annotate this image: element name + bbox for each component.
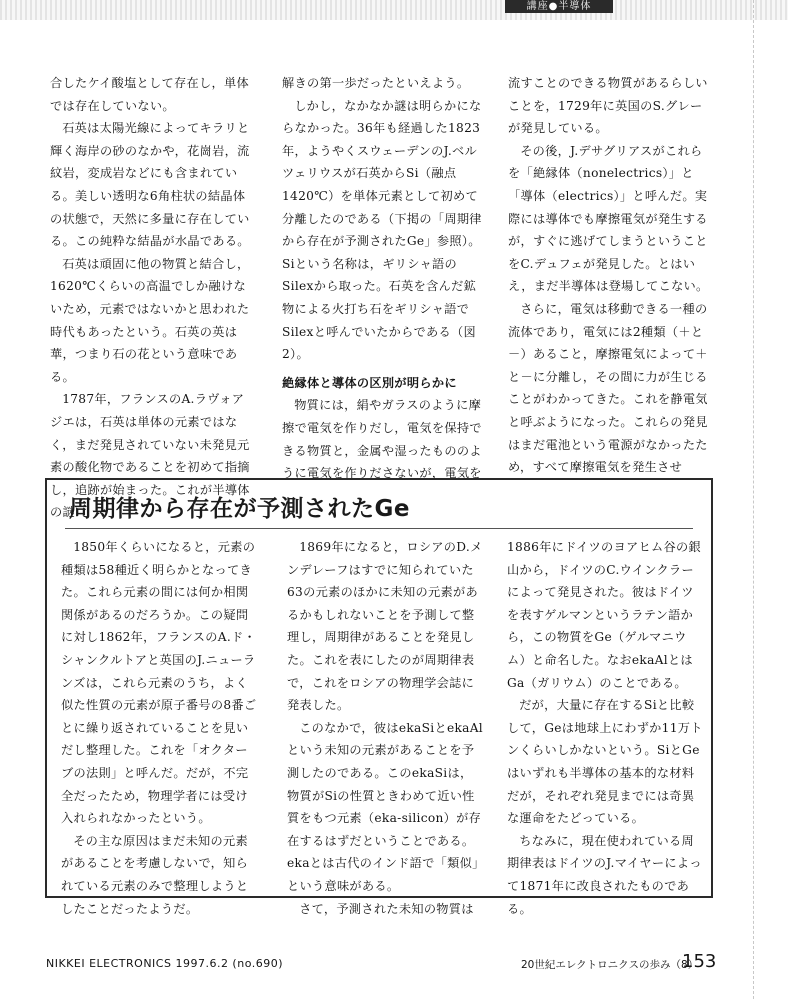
scan-top-border xyxy=(0,0,788,20)
paragraph: さらに，電気は移動できる一種の流体であり，電気には2種類（＋と－）あること，摩擦電気によって＋と－に分離し，その間に力が生じることがわかってきた。これを静電気と呼ぶようになった。これらの発見はまだ電池という電源がなかったため，すべて摩擦電気を発生させ xyxy=(508,301,708,475)
paragraph: だが，大量に存在するSiと比較して，Geは地球上にわずか11万トンくらいしかないという。SiとGeはいずれも半導体の基本的な材料だが，それぞれ発見までには奇異な運命をたどっている。 xyxy=(507,698,703,826)
box-column-3 xyxy=(507,536,703,920)
page-edge xyxy=(753,0,788,999)
section-tab: 講座●半導体 xyxy=(505,0,613,13)
paragraph: 物質には，絹やガラスのように摩擦で電気を作りだし，電気を保持できる物質と，金属や湿ったもののように電気を作りださないが，電気を xyxy=(282,398,482,481)
paragraph: その後，J.デサグリアスがこれらを「絶縁体（nonelectrics）」と「導体（electrics）」と呼んだ。実際には導体でも摩擦電気が発生するが，すぐに逃げてしまうということをC.デュフェが発見した。とはいえ，まだ半導体は登場してこない。 xyxy=(508,143,709,294)
box-divider xyxy=(65,528,693,529)
paragraph: 流すことのできる物質があるらしいことを，1729年に英国のS.グレーが発見している。 xyxy=(508,76,708,136)
paragraph: 合したケイ酸塩として存在し，単体では存在していない。 xyxy=(50,76,249,113)
paragraph: 1850年くらいになると，元素の種類は58種近く明らかとなってきた。これら元素の間には何か相関関係があるのだろうか。この疑問に対し1862年，フランスのA.ド・シャンクルトアと英国のJ.ニューランズは，これら元素のうち，よく似た性質の元素が原子番号の8番ごとに繰り返されていることを見いだし整理した。これを「オクターブの法則」と呼んだ。だが，不完全だったため，物理学者には受け入れられなかったという。 xyxy=(61,540,257,826)
paragraph: ちなみに，現在使われている周期律表はドイツのJ.マイヤーによって1871年に改良されたものである。 xyxy=(507,833,702,916)
paragraph: その主な原因はまだ未知の元素があることを考慮しないで，知られている元素のみで整理しようとしたことだったようだ。 xyxy=(61,833,249,916)
footer-publication: NIKKEI ELECTRONICS 1997.6.2 (no.690) xyxy=(46,957,284,970)
box-column-2 xyxy=(287,536,483,920)
article-column-1 xyxy=(50,72,256,524)
paragraph: 石英は頑固に他の物質と結合し，1620℃くらいの高温でしか融けないため，元素ではないかと思われた時代もあったという。石英の英は華，つまり石の花という意味である。 xyxy=(50,256,250,384)
article-column-3 xyxy=(508,72,714,479)
article-column-2 xyxy=(282,72,488,485)
section-heading: 絶縁体と導体の区別が明らかに xyxy=(282,375,457,390)
paragraph: このなかで，彼はekaSiとekaAlという未知の元素があることを予測したのである。このekaSiは，物質がSiの性質ときわめて近い性質をもつ元素（eka-silicon）が存在するはずだということである。ekaとは古代のインド語で「類似」という意味がある。 xyxy=(287,720,484,893)
paragraph: さて，予測された未知の物質は xyxy=(299,901,474,916)
page-number: 153 xyxy=(682,951,717,972)
paragraph: しかし，なかなか謎は明らかにならなかった。36年も経過した1823年，ようやくスウェーデンのJ.ベルツェリウスが石英からSi（融点1420℃）を単体元素として初めて分離したのである（下掲の「周期律から存在が予測されたGe」参照）。Siという名称は，ギリシャ語のSilexから取った。石英を含んだ鉱物による火打ち石をギリシャ語でSilexと呼んでいたからである（図2）。 xyxy=(282,98,482,362)
paragraph: 解きの第一歩だったといえよう。 xyxy=(282,76,470,90)
box-title: 周期律から存在が予測されたGe xyxy=(69,496,410,522)
sidebar-box xyxy=(45,478,713,916)
paragraph: 1886年にドイツのヨアヒム谷の銀山から，ドイツのC.ウインクラーによって発見された。彼はドイツを表すゲルマンというラテン語から，この物質をGe（ゲルマニウム）と命名した。なおekaAlとはGa（ガリウム）のことである。 xyxy=(507,540,701,690)
paragraph: 1787年，フランスのA.ラヴォアジエは，石英は単体の元素ではなく，まだ発見されていない未発見元素の酸化物であることを初めて指摘し，追跡が始まった。これが半導体の謎 xyxy=(50,392,250,520)
footer-series-title: 20世紀エレクトロニクスの歩み（8） xyxy=(521,959,699,971)
paragraph: 1869年になると，ロシアのD.メンデレーフはすでに知られていた63の元素のほかに未知の元素があるかもしれないことを予測して整理し，周期律があることを発見した。これを表にしたのが周期律表で，これをロシアの物理学会誌に発表した。 xyxy=(287,540,483,713)
box-column-1 xyxy=(61,536,257,920)
paragraph: 石英は太陽光線によってキラリと輝く海岸の砂のなかや，花崗岩，流紋岩，変成岩などにも含まれている。美しい透明な6角柱状の結晶体の状態で，天然に多量に存在している。この純粋な結晶が水晶である。 xyxy=(50,121,250,249)
